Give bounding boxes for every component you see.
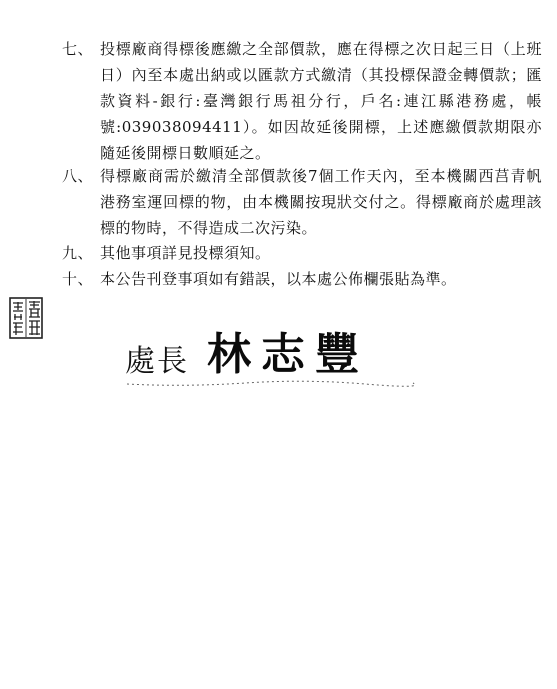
clause-number: 九、 bbox=[62, 244, 94, 262]
clause-10 bbox=[62, 266, 542, 292]
clause-number: 七、 bbox=[62, 40, 94, 58]
clause-number: 十、 bbox=[62, 270, 94, 288]
signature-name: 林志豐 bbox=[207, 329, 369, 380]
clause-text: 投標廠商得標後應繳之全部價款，應在得標之次日起三日（上班日）內至本處出納或以匯款方式繳清（其投標保證金轉價款；匯款資料-銀行:臺灣銀行馬祖分行，戶名:連江縣港務處，帳號:039038094411）。如因故延後開標，上述應繳價款期限亦隨延後開標日數順延之。 bbox=[100, 40, 542, 162]
signature-smudge bbox=[125, 380, 415, 388]
signature-block bbox=[125, 318, 415, 388]
clause-number: 八、 bbox=[62, 167, 94, 185]
clause-text: 其他事項詳見投標須知。 bbox=[100, 244, 271, 262]
seal-stamp-icon bbox=[8, 296, 44, 340]
clause-8 bbox=[62, 163, 542, 241]
clause-text: 本公告刊登事項如有錯誤，以本處公佈欄張貼為準。 bbox=[100, 270, 457, 288]
signature-title: 處長 bbox=[125, 344, 189, 379]
clause-text: 得標廠商需於繳清全部價款後7個工作天內，至本機關西莒青帆港務室運回標的物，由本機關按現狀交付之。得標廠商於處理該標的物時，不得造成二次污染。 bbox=[100, 167, 542, 237]
clause-7 bbox=[62, 36, 542, 166]
clause-9 bbox=[62, 240, 542, 266]
